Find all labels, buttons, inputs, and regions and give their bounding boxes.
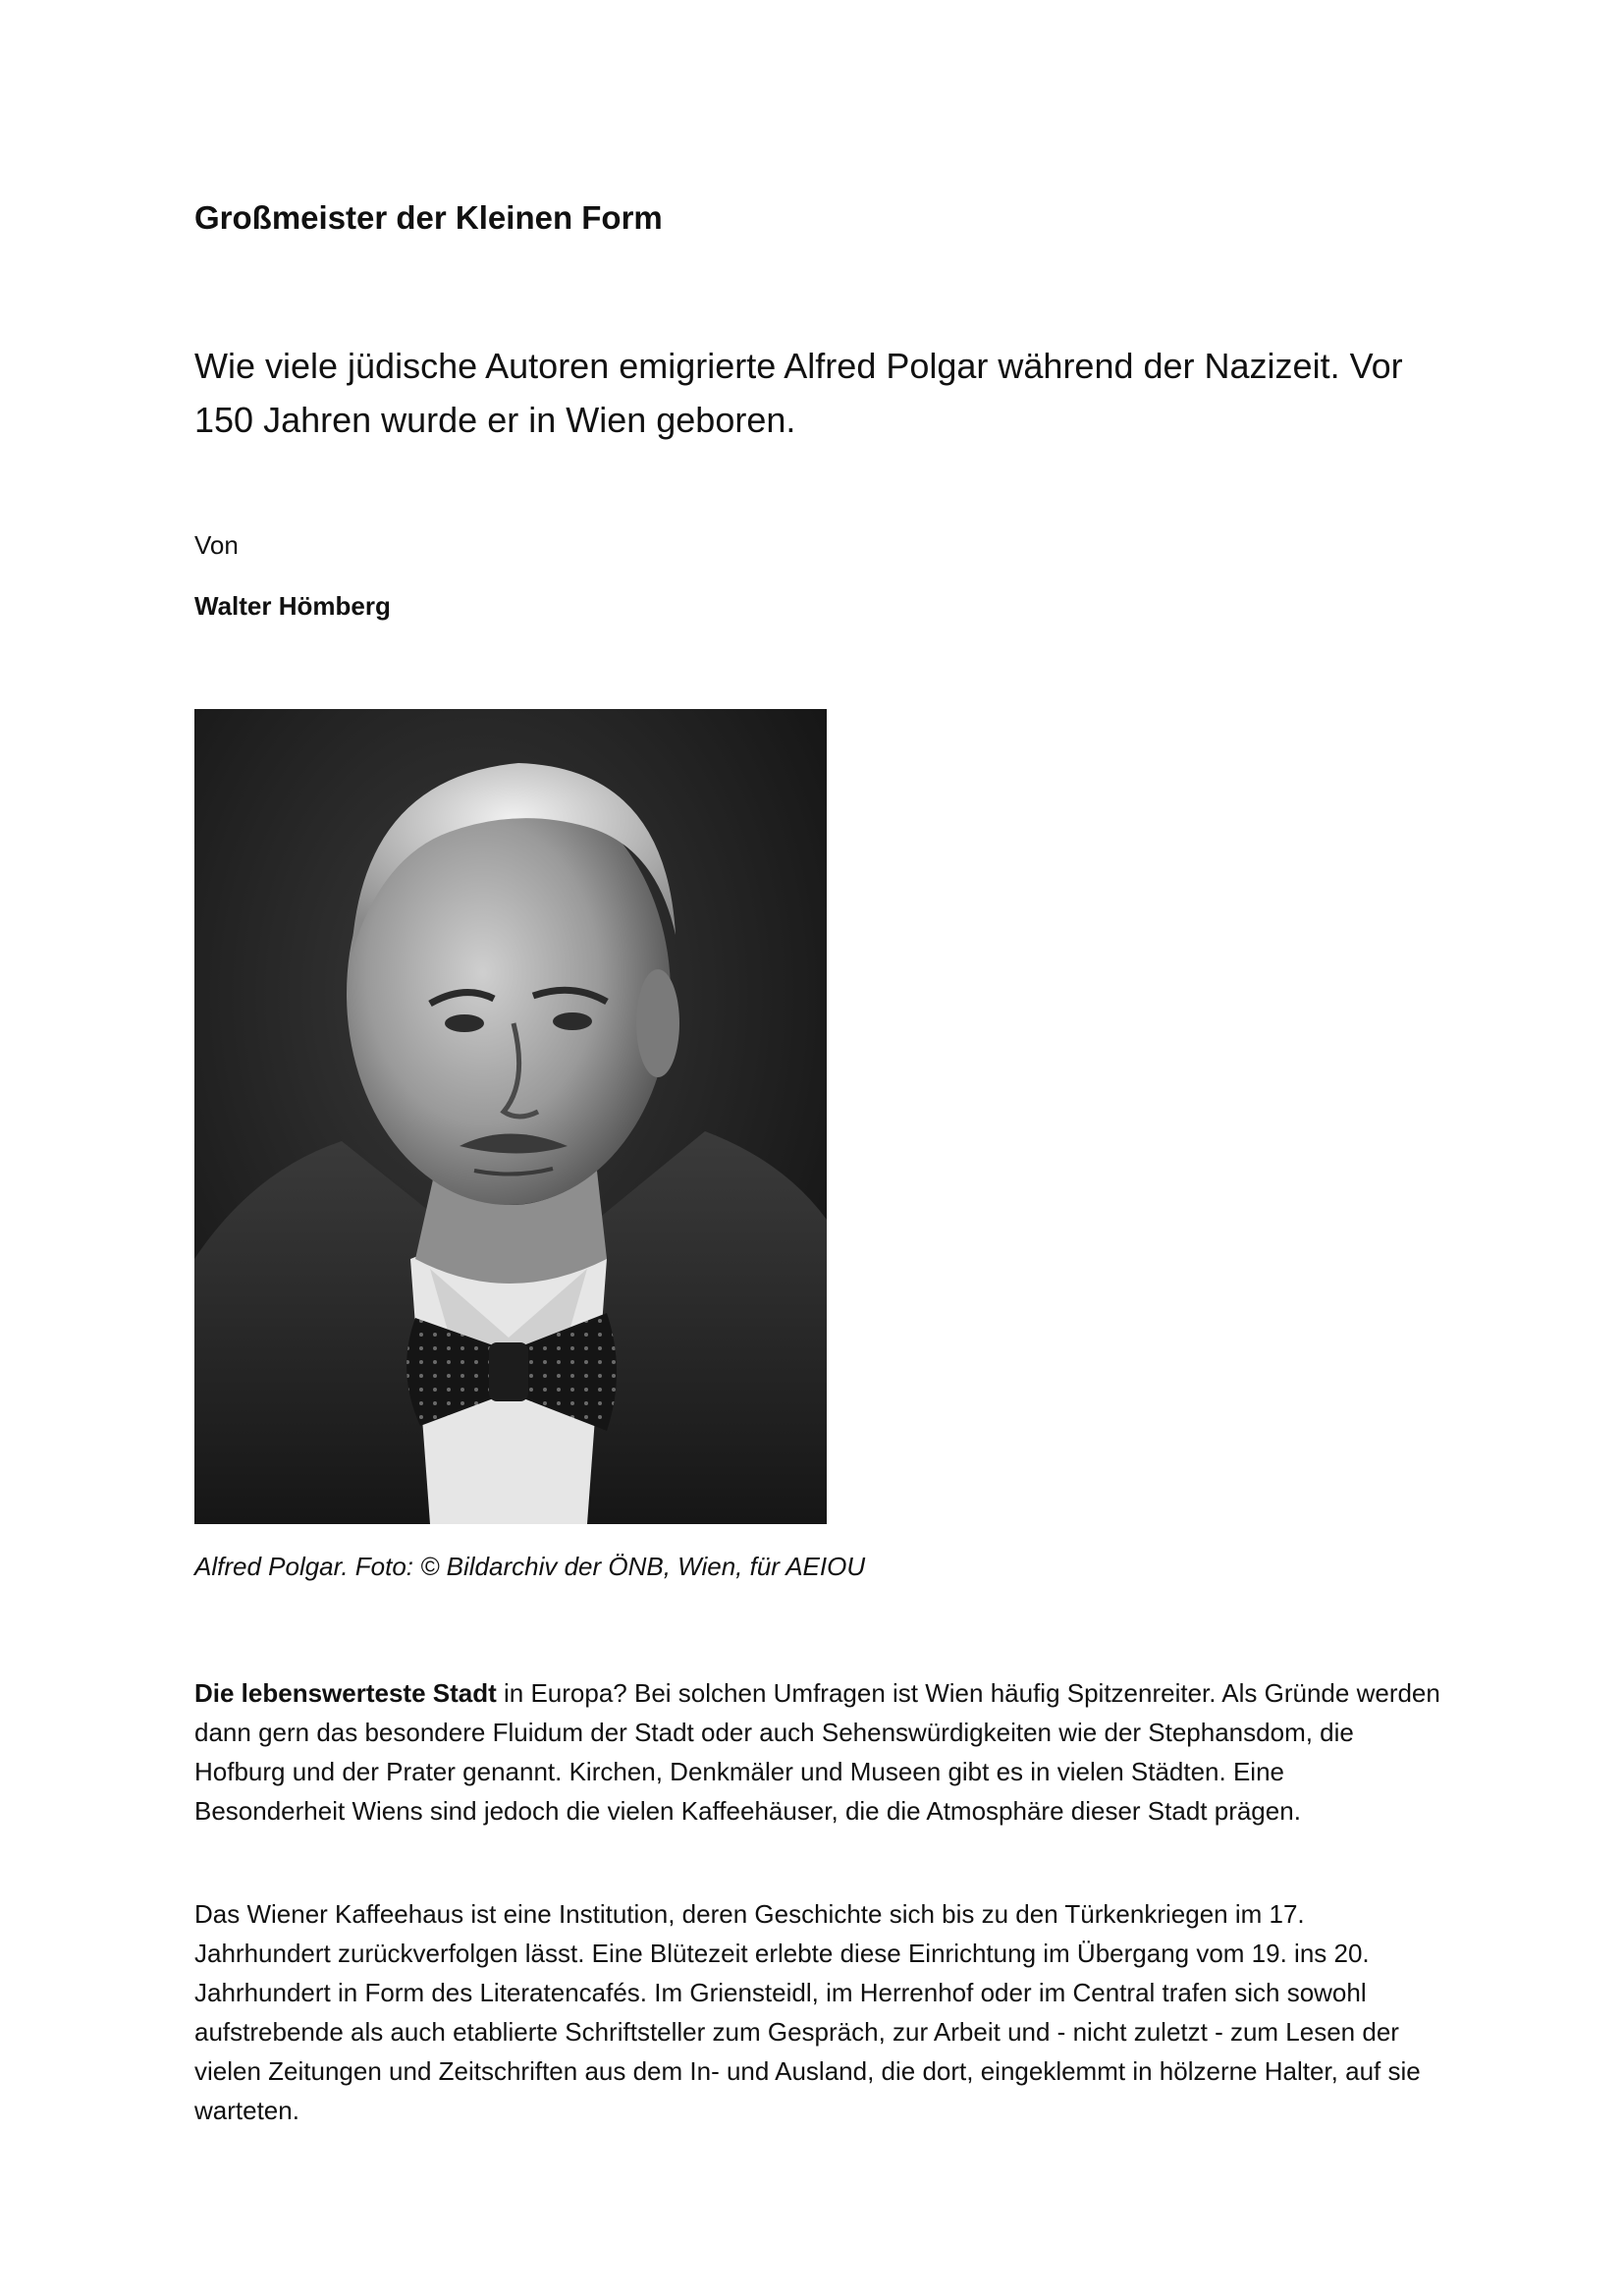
paragraph-lead: Die lebenswerteste Stadt (194, 1678, 497, 1708)
photo-caption: Alfred Polgar. Foto: © Bildarchiv der ÖNB, Wien, für AEIOU (194, 1552, 866, 1581)
article-title: Großmeister der Kleinen Form (194, 199, 663, 236)
article-subtitle: Wie viele jüdische Autoren emigrierte Alfred Polgar während der Nazizeit. Vor 150 Jahren wurde er in Wien geboren. (194, 346, 1403, 440)
byline-prefix: Von (194, 530, 239, 560)
paragraph-1-text: in Europa? Bei solchen Umfragen ist Wien häufig Spitzenreiter. Als Gründe werden dann gern das besondere Fluidum der Stadt oder auch Sehenswürdigkeiten wie der Stephansdom, die Hofburg und der Prater genannt. Kirchen, Denkmäler und Museen gibt es in vielen Städten. Eine Besonderheit Wiens sind jedoch die vielen Kaffeehäuser, die die Atmosphäre dieser Stadt prägen. (194, 1678, 1440, 1826)
author-name: Walter Hömberg (194, 591, 391, 621)
portrait-photo (194, 709, 827, 1524)
body-paragraph-1 (194, 1673, 1441, 1831)
body-paragraph-2: Das Wiener Kaffeehaus ist eine Institution, deren Geschichte sich bis zu den Türkenkriegen im 17. Jahrhundert zurückverfolgen lässt. Eine Blütezeit erlebte diese Einrichtung im Übergang vom 19. ins 20. Jahrhundert in Form des Literatencafés. Im Griensteidl, im Herrenhof oder im Central trafen sich sowohl aufstrebende als auch etablierte Schriftsteller zum Gespräch, zur Arbeit und - nicht zuletzt - zum Lesen der vielen Zeitungen und Zeitschriften aus dem In- und Ausland, die dort, eingeklemmt in hölzerne Halter, auf sie warteten. (194, 1899, 1421, 2125)
